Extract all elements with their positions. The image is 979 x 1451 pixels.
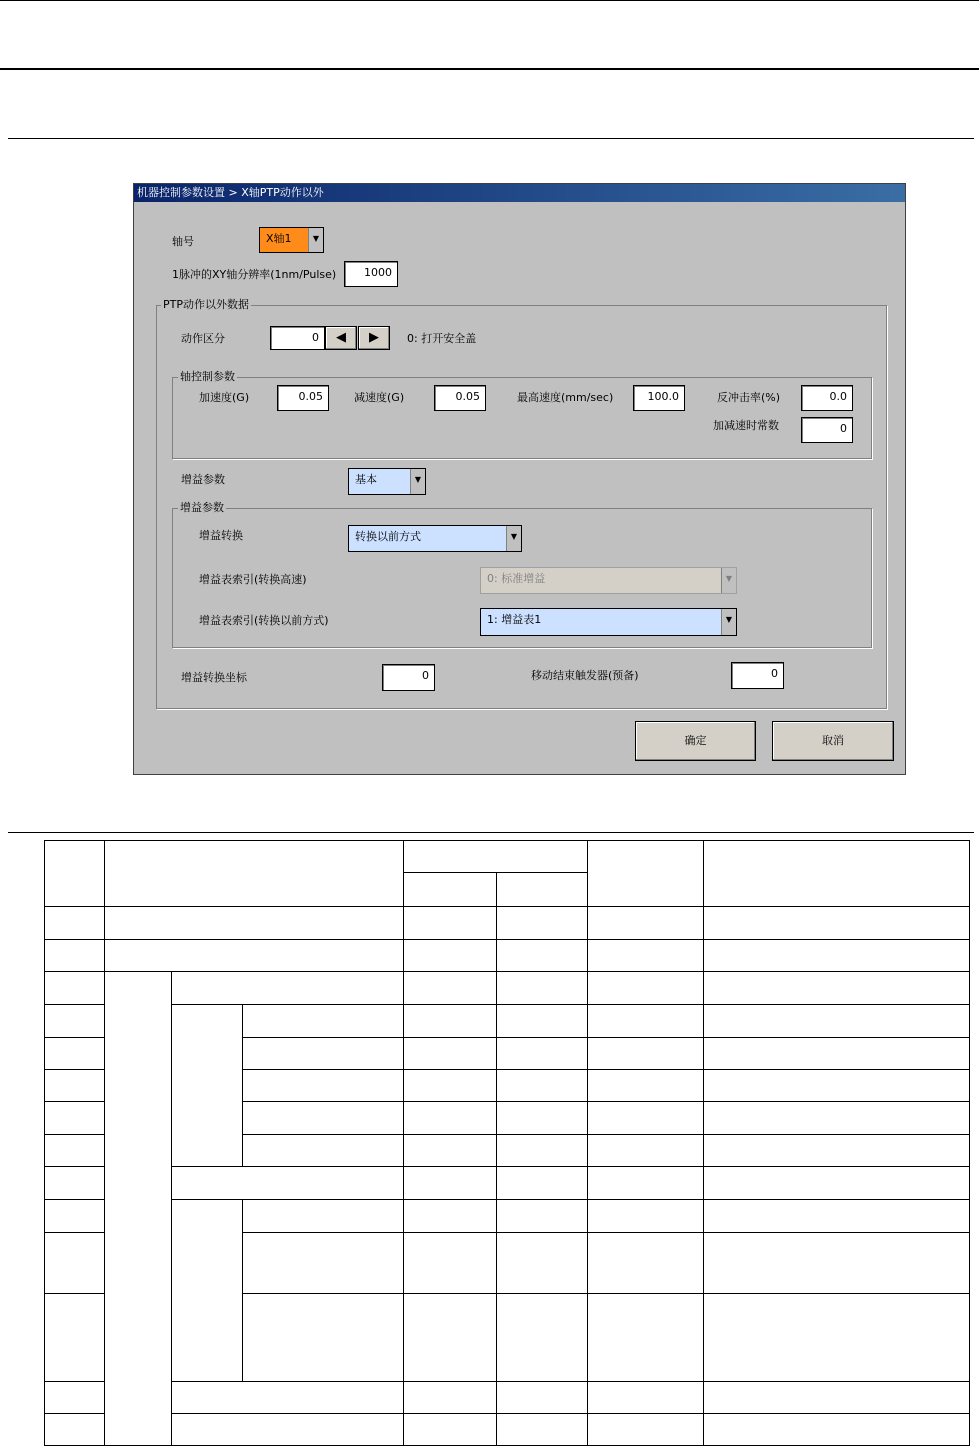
table-cell <box>588 1414 704 1446</box>
table-cell <box>497 1102 588 1135</box>
table-cell <box>243 1233 404 1294</box>
ptp-group-title: PTP动作以外数据 <box>163 298 249 311</box>
table-cell <box>588 972 704 1005</box>
table-cell <box>588 1038 704 1070</box>
table-cell <box>704 841 970 907</box>
dialog-title: 机器控制参数设置 > X轴PTP动作以外 <box>134 184 905 202</box>
action-label: 动作区分 <box>181 332 225 345</box>
table-cell <box>45 1038 105 1070</box>
ok-button[interactable] <box>635 721 756 761</box>
ptp-group <box>156 305 887 709</box>
table-cell <box>497 1167 588 1200</box>
table-cell <box>704 1414 970 1446</box>
table-cell <box>243 1294 404 1382</box>
table-cell <box>404 1167 497 1200</box>
table-cell <box>243 1005 404 1038</box>
accel-const-field[interactable]: 0 <box>801 417 853 443</box>
parameter-table <box>44 840 970 1446</box>
table-cell <box>45 1167 105 1200</box>
table-cell <box>497 1294 588 1382</box>
resolution-field[interactable]: 1000 <box>344 261 398 287</box>
table-cell <box>404 1135 497 1167</box>
table-cell <box>588 1233 704 1294</box>
ok-label: 确定 <box>684 734 707 747</box>
section-rule-2 <box>8 832 974 833</box>
action-field[interactable]: 0 <box>270 326 325 350</box>
table-cell <box>45 1233 105 1294</box>
chevron-down-icon[interactable]: ▼ <box>410 469 425 494</box>
trigger-field[interactable]: 0 <box>731 662 784 689</box>
table-row <box>45 1167 970 1200</box>
gain-param-select[interactable] <box>348 468 426 495</box>
table-cell <box>497 1414 588 1446</box>
cancel-button[interactable] <box>772 721 894 761</box>
table-cell <box>497 1038 588 1070</box>
table-cell <box>704 972 970 1005</box>
table-cell <box>497 1135 588 1167</box>
gain-param-value: 基本 <box>355 473 377 486</box>
table-cell <box>404 907 497 940</box>
table-row <box>45 972 970 1005</box>
table-cell <box>404 1005 497 1038</box>
table-cell <box>45 1070 105 1102</box>
table-cell <box>588 1167 704 1200</box>
action-hint: 0: 打开安全盖 <box>407 332 477 345</box>
table-cell <box>172 1382 404 1414</box>
table-cell <box>704 1294 970 1382</box>
table-cell <box>404 1233 497 1294</box>
gain-idx-prev-value: 1: 增益表1 <box>487 613 542 626</box>
gain-idx-prev-select[interactable] <box>480 608 737 636</box>
table-cell <box>243 1038 404 1070</box>
table-cell <box>45 1005 105 1038</box>
gain-switch-select[interactable] <box>348 525 522 552</box>
table-cell <box>704 1102 970 1135</box>
table-cell <box>243 1102 404 1135</box>
table-cell <box>172 1005 243 1167</box>
table-row <box>45 940 970 972</box>
table-row <box>45 1414 970 1446</box>
table-row <box>45 1005 970 1038</box>
table-cell <box>704 1167 970 1200</box>
maxspeed-label: 最高速度(mm/sec) <box>517 391 614 404</box>
table-cell <box>404 1414 497 1446</box>
table-cell <box>497 1200 588 1233</box>
table-cell <box>588 940 704 972</box>
table-cell <box>588 1005 704 1038</box>
table-row <box>45 1382 970 1414</box>
table-cell <box>588 1135 704 1167</box>
table-cell <box>497 1382 588 1414</box>
table-cell <box>704 940 970 972</box>
table-cell <box>404 1038 497 1070</box>
table-cell <box>45 907 105 940</box>
table-cell <box>404 1200 497 1233</box>
gain-idx-fast-value: 0: 标准增益 <box>487 572 546 585</box>
table-cell <box>404 972 497 1005</box>
spin-left-button[interactable]: ◀ <box>325 326 357 350</box>
axis-value: X轴1 <box>266 232 292 245</box>
resolution-label: 1脉冲的XY轴分辨率(1nm/Pulse) <box>172 268 337 281</box>
table-cell <box>704 1382 970 1414</box>
table-cell <box>172 1167 404 1200</box>
table-cell <box>45 940 105 972</box>
header-rule <box>0 68 979 70</box>
gain-param-label: 增益参数 <box>181 473 225 486</box>
cancel-label: 取消 <box>822 734 844 747</box>
table-cell <box>404 1070 497 1102</box>
table-cell <box>588 841 704 907</box>
table-cell <box>172 972 404 1005</box>
table-cell <box>588 1102 704 1135</box>
table-cell <box>45 1135 105 1167</box>
table-cell <box>45 841 105 907</box>
table-cell <box>404 1294 497 1382</box>
table-cell <box>497 1005 588 1038</box>
section-rule-1 <box>8 138 974 139</box>
table-row <box>45 907 970 940</box>
table-cell <box>243 1135 404 1167</box>
table-cell <box>704 1070 970 1102</box>
backlash-field[interactable]: 0.0 <box>801 385 853 411</box>
table-cell <box>105 972 172 1446</box>
table-cell <box>497 972 588 1005</box>
accel-label: 加速度(G) <box>199 391 250 404</box>
table-cell <box>704 907 970 940</box>
table-cell <box>588 1382 704 1414</box>
accel-field[interactable]: 0.05 <box>277 385 329 411</box>
decel-label: 减速度(G) <box>354 391 405 404</box>
table-cell <box>588 1070 704 1102</box>
table-cell <box>404 873 497 907</box>
gain-idx-fast-label: 增益表索引(转换高速) <box>199 573 307 586</box>
table-cell <box>45 1414 105 1446</box>
table-cell <box>497 1070 588 1102</box>
trigger-label: 移动结束触发器(预备) <box>531 669 639 682</box>
table-cell <box>588 1200 704 1233</box>
table-cell <box>497 873 588 907</box>
gain-coord-field[interactable]: 0 <box>382 664 435 691</box>
top-rule <box>0 0 979 1</box>
table-cell <box>404 940 497 972</box>
table-cell <box>704 1135 970 1167</box>
table-cell <box>588 1294 704 1382</box>
gain-idx-fast-select[interactable] <box>480 567 737 594</box>
table-cell <box>704 1005 970 1038</box>
table-cell <box>243 1200 404 1233</box>
table-cell <box>404 841 588 873</box>
spin-right-button[interactable]: ▶ <box>358 326 390 350</box>
table-cell <box>497 940 588 972</box>
chevron-down-icon[interactable]: ▼ <box>308 228 323 252</box>
accel-const-label: 加减速时常数 <box>713 419 779 432</box>
table-cell <box>704 1200 970 1233</box>
table-row <box>45 1200 970 1233</box>
table-cell <box>588 907 704 940</box>
table-cell <box>105 841 404 907</box>
axis-ctrl-title: 轴控制参数 <box>180 370 235 383</box>
table-cell <box>497 907 588 940</box>
chevron-down-icon[interactable]: ▼ <box>506 526 521 551</box>
table-cell <box>404 1102 497 1135</box>
maxspeed-field[interactable]: 100.0 <box>633 385 685 411</box>
parameter-dialog <box>133 183 906 775</box>
gain-switch-value: 转换以前方式 <box>355 530 421 543</box>
table-cell <box>45 1294 105 1382</box>
table-cell <box>172 1414 404 1446</box>
table-cell <box>105 907 404 940</box>
table-cell <box>704 1233 970 1294</box>
table-cell <box>404 1382 497 1414</box>
table-cell <box>105 940 404 972</box>
gain-group-title: 增益参数 <box>180 501 224 514</box>
table-cell <box>45 972 105 1005</box>
table-cell <box>45 1200 105 1233</box>
table-cell <box>45 1382 105 1414</box>
table-cell <box>704 1038 970 1070</box>
decel-field[interactable]: 0.05 <box>434 385 486 411</box>
axis-label: 轴号 <box>172 235 194 248</box>
axis-select[interactable] <box>259 227 324 253</box>
table-header-row <box>45 841 970 873</box>
chevron-down-icon[interactable]: ▼ <box>721 609 736 635</box>
gain-switch-label: 增益转换 <box>199 529 243 542</box>
gain-idx-prev-label: 增益表索引(转换以前方式) <box>199 614 329 627</box>
backlash-label: 反冲击率(%) <box>717 391 781 404</box>
table-cell <box>172 1200 243 1382</box>
table-cell <box>497 1233 588 1294</box>
chevron-down-icon[interactable]: ▼ <box>721 568 736 593</box>
gain-coord-label: 增益转换坐标 <box>181 671 247 684</box>
table-cell <box>45 1102 105 1135</box>
table-cell <box>243 1070 404 1102</box>
